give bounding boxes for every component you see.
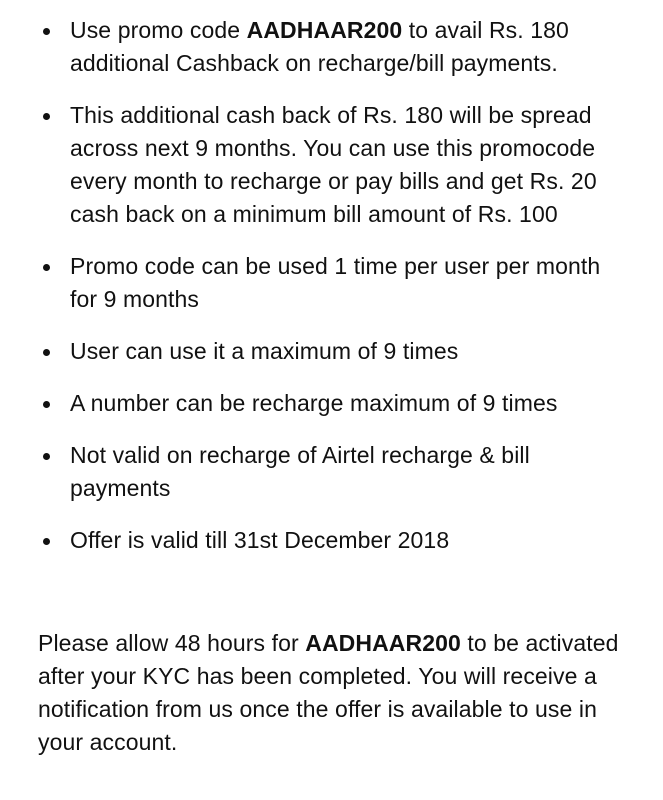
terms-list (38, 14, 627, 557)
promo-code: AADHAAR200 (246, 17, 403, 43)
bullet-icon (43, 113, 50, 120)
list-item (38, 439, 627, 505)
list-item (38, 387, 627, 420)
list-item (38, 250, 627, 316)
term-text: Offer is valid till 31st December 2018 (70, 527, 450, 553)
bullet-icon (43, 538, 50, 545)
term-text-suffix: to avail Rs. 180 additional Cashback on recharge/bill payments. (70, 17, 569, 76)
bullet-icon (43, 28, 50, 35)
list-item (38, 99, 627, 231)
list-item (38, 14, 627, 80)
activation-note (38, 627, 627, 759)
bullet-icon (43, 264, 50, 271)
note-text-prefix: Please allow 48 hours for (38, 630, 306, 656)
note-text-suffix: to be activated after your KYC has been completed. You will receive a notification from us once the offer is available to use in your account. (38, 630, 619, 755)
term-text: Not valid on recharge of Airtel recharge & bill payments (70, 442, 530, 501)
list-item (38, 335, 627, 368)
term-text: User can use it a maximum of 9 times (70, 338, 459, 364)
bullet-icon (43, 401, 50, 408)
term-text: This additional cash back of Rs. 180 will be spread across next 9 months. You can use this promocode every month to recharge or pay bills and get Rs. 20 cash back on a minimum bill amount of Rs. 100 (70, 102, 597, 227)
term-text: A number can be recharge maximum of 9 times (70, 390, 558, 416)
term-text-prefix: Use promo code (70, 17, 247, 43)
bullet-icon (43, 349, 50, 356)
list-item (38, 524, 627, 557)
promo-code: AADHAAR200 (305, 630, 461, 656)
bullet-icon (43, 453, 50, 460)
term-text: Promo code can be used 1 time per user per month for 9 months (70, 253, 601, 312)
